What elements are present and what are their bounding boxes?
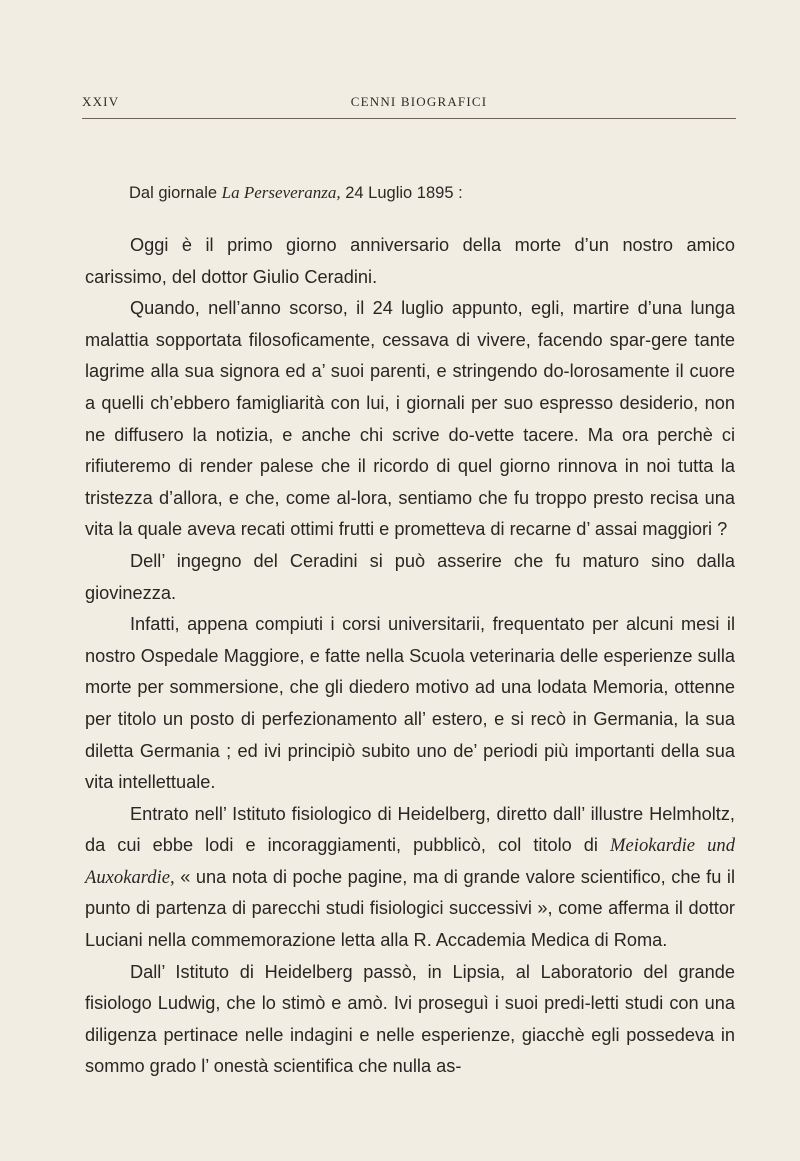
work-title-und: und xyxy=(707,835,735,857)
paragraph-5-before: Entrato nell’ Istituto fisiologico di Heidelberg, diretto dall’ illustre Helmholtz, da cui ebbe lodi e incoraggiamenti, pubblicò, col titolo di xyxy=(85,803,735,856)
page-folio: XXIV xyxy=(82,94,120,109)
work-title-meiokardie: Meiokardie xyxy=(610,835,696,857)
source-citation xyxy=(129,183,463,203)
chapter-title: CENNI BIOGRAFICI xyxy=(350,94,488,109)
paragraph-6: Dall’ Istituto di Heidelberg passò, in Lipsia, al Laboratorio del grande fisiologo Ludwig, che lo stimò e amò. Ivi proseguì i suoi predi-letti studi con una diligenza pertinace nelle indagini e nelle esperienze, giacchè egli possedeva in sommo grado l’ onestà scientifica che nulla as- xyxy=(85,961,735,1077)
source-date: 24 Luglio 1895 : xyxy=(345,184,463,202)
paragraph-3: Dell’ ingegno del Ceradini si può asserire che fu maturo sino dalla giovinezza. xyxy=(85,550,735,603)
paragraph-1: Oggi è il primo giorno anniversario della morte d’un nostro amico carissimo, del dottor Giulio Ceradini. xyxy=(85,235,735,287)
newspaper-name: La Perseveranza, xyxy=(221,183,341,202)
article-body xyxy=(85,230,735,1083)
running-head xyxy=(82,94,736,112)
work-title-auxokardie: Auxokardie, xyxy=(85,866,175,888)
header-rule xyxy=(82,118,736,119)
paragraph-2: Quando, nell’anno scorso, il 24 luglio appunto, egli, martire d’una lunga malattia sopportata filosoficamente, cessava di vivere, facendo spar-gere tante lagrime alla sua signora ed a’ suoi parenti, e stringendo do-lorosamente il cuore a quelli ch’ebbero famigliarità con lui, i giornali per suo espresso desiderio, non ne diffusero la notizia, e anche chi scrive do-vette tacere. Ma ora perchè ci rifiuteremo di render palese che il ricordo di quel giorno rinnova in noi tutta la tristezza d’allora, e che, come al-lora, sentiamo che fu troppo presto recisa una vita la quale aveva recati ottimi frutti e prometteva di recarne d’ assai maggiori ? xyxy=(85,298,735,540)
source-prefix: Dal giornale xyxy=(129,184,218,202)
paragraph-4: Infatti, appena compiuti i corsi universitarii, frequentato per alcuni mesi il nostro Ospedale Maggiore, e fatte nella Scuola veterinaria delle esperienze sulla morte per sommersione, che gli diedero motivo ad una lodata Memoria, ottenne per titolo un posto di perfezionamento all’ estero, e si recò in Germania, la sua diletta Germania ; ed ivi principiò subito uno de’ periodi più importanti della sua vita intellettuale. xyxy=(85,614,735,793)
paragraph-5 xyxy=(85,799,735,957)
paragraph-5-after: « una nota di poche pagine, ma di grande valore scientifico, che fu il punto di partenza di parecchi studi fisiologici successivi », come afferma il dottor Luciani nella commemorazione letta alla R. Accademia Medica di Roma. xyxy=(85,866,735,951)
